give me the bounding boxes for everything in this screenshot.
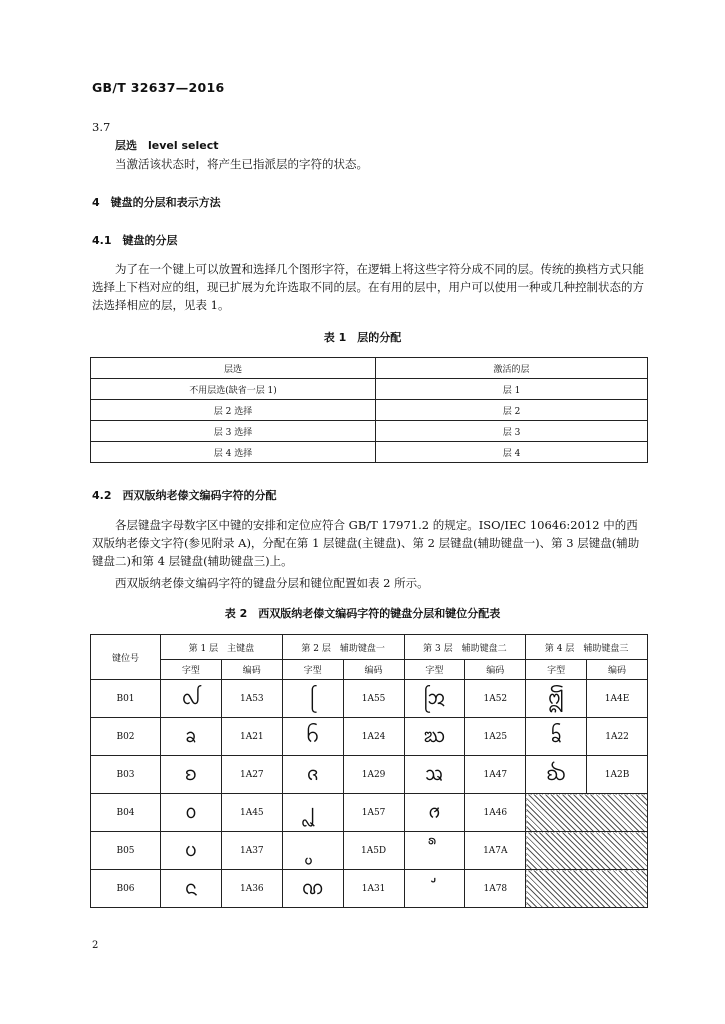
glyph-cell: ᨥ — [404, 718, 465, 756]
glyph-cell: ᩇ — [404, 756, 465, 794]
table-body — [91, 680, 648, 908]
header-cell: 编码 — [343, 660, 404, 680]
table-row — [91, 794, 648, 832]
term-title: 层选 level select — [115, 139, 219, 152]
glyph-cell: ᨢ — [526, 718, 587, 756]
table-row — [91, 379, 648, 400]
paragraph: 为了在一个键上可以放置和选择几个图形字符，在逻辑上将这些字符分成不同的层。传统的换档方式只能选择上下档对应的组，现已扩展为允许选取不同的层。在有用的层中，用户可以使用一种或几种控制状态的方法选择相应的层，见表 1。 — [92, 262, 644, 312]
code-cell: 1A4E — [587, 680, 648, 718]
table-cell: 层 2 选择 — [91, 400, 376, 421]
paragraph: 西双版纳老傣文编码字符的键盘分层和键位配置如表 2 所示。 — [115, 576, 429, 590]
table-caption: 表 2 西双版纳老傣文编码字符的键盘分层和键位分配表 — [224, 607, 501, 620]
code-cell: 1A78 — [465, 870, 526, 908]
glyph-cell — [404, 832, 465, 870]
table-row — [91, 400, 648, 421]
code-cell: 1A7A — [465, 832, 526, 870]
code-cell: 1A37 — [221, 832, 282, 870]
code-cell: 1A55 — [343, 680, 404, 718]
key-position-cell: B06 — [91, 870, 161, 908]
header-cell: 键位号 — [91, 635, 161, 680]
code-cell: 1A45 — [221, 794, 282, 832]
code-cell: 1A2B — [587, 756, 648, 794]
key-position-cell: B04 — [91, 794, 161, 832]
glyph-cell: ᩓ — [161, 680, 222, 718]
code-cell: 1A21 — [221, 718, 282, 756]
table-row — [91, 870, 648, 908]
code-cell: 1A24 — [343, 718, 404, 756]
table-cell: 层 4 选择 — [91, 442, 376, 463]
code-cell: 1A53 — [221, 680, 282, 718]
clause-number: 3.7 — [92, 120, 111, 134]
table-cell: 层 2 — [376, 400, 648, 421]
glyph-cell — [404, 870, 465, 908]
glyph-cell: ᩎ — [526, 680, 587, 718]
header-cell: 第 4 层 辅助键盘三 — [526, 635, 648, 660]
code-cell: 1A57 — [343, 794, 404, 832]
layer-table — [90, 357, 648, 463]
code-cell: 1A27 — [221, 756, 282, 794]
table-row — [91, 756, 648, 794]
section-heading: 4 键盘的分层和表示方法 — [92, 196, 221, 209]
paragraph: 各层键盘字母数字区中键的安排和定位应符合 GB/T 17971.2 的规定。ISO/IEC 10646:2012 中的西双版纳老傣文字符(参见附录 A)，分配在第 1 层键盘(主键盘)、第 2 层键盘(辅助键盘一)、第 3 层键盘(辅助键盘二)和第 4 层键盘(辅助键盘三)上。 — [92, 518, 640, 568]
table-cell: 层 3 — [376, 421, 648, 442]
code-cell: 1A52 — [465, 680, 526, 718]
table-row — [91, 442, 648, 463]
code-cell: 1A46 — [465, 794, 526, 832]
glyph-cell: ᨩ — [282, 756, 343, 794]
table-header-row — [91, 660, 648, 680]
key-position-cell: B01 — [91, 680, 161, 718]
header-cell: 字型 — [526, 660, 587, 680]
code-cell: 1A5D — [343, 832, 404, 870]
key-position-cell: B05 — [91, 832, 161, 870]
key-assignment-table — [90, 634, 648, 908]
table-cell: 层 3 选择 — [91, 421, 376, 442]
subsection-heading: 4.2 西双版纳老傣文编码字符的分配 — [92, 489, 277, 502]
empty-hatched-cell — [526, 832, 648, 870]
standard-code: GB/T 32637—2016 — [92, 80, 225, 95]
key-position-cell: B03 — [91, 756, 161, 794]
page-number: 2 — [92, 940, 99, 951]
empty-hatched-cell — [526, 794, 648, 832]
term-definition: 当激活该状态时，将产生已指派层的字符的状态。 — [115, 157, 368, 171]
glyph-cell: ᩒ — [404, 680, 465, 718]
glyph-cell: ᩅ — [161, 794, 222, 832]
table-header-row — [91, 358, 648, 379]
header-cell: 第 1 层 主键盘 — [161, 635, 283, 660]
table-row — [91, 680, 648, 718]
glyph-cell: ᨶ — [161, 870, 222, 908]
code-cell: 1A29 — [343, 756, 404, 794]
header-cell: 第 2 层 辅助键盘一 — [282, 635, 404, 660]
header-cell: 字型 — [161, 660, 222, 680]
table-cell: 不用层选(缺省一层 1) — [91, 379, 376, 400]
table-row — [91, 421, 648, 442]
table-cell: 层 4 — [376, 442, 648, 463]
table-caption: 表 1 层的分配 — [323, 331, 402, 344]
table-header-row — [91, 635, 648, 660]
glyph-cell: ᨱ — [282, 870, 343, 908]
empty-hatched-cell — [526, 870, 648, 908]
header-cell: 编码 — [465, 660, 526, 680]
header-cell: 激活的层 — [376, 358, 648, 379]
glyph-cell: ᨫ — [526, 756, 587, 794]
code-cell: 1A22 — [587, 718, 648, 756]
code-cell: 1A47 — [465, 756, 526, 794]
header-cell: 字型 — [404, 660, 465, 680]
code-cell: 1A36 — [221, 870, 282, 908]
glyph-cell: ᨡ — [161, 718, 222, 756]
glyph-cell: ᨧ — [161, 756, 222, 794]
glyph-cell: ᨷ — [161, 832, 222, 870]
glyph-cell: ᩗ — [282, 794, 343, 832]
header-cell: 编码 — [221, 660, 282, 680]
header-cell: 层选 — [91, 358, 376, 379]
code-cell: 1A25 — [465, 718, 526, 756]
code-cell: 1A31 — [343, 870, 404, 908]
key-position-cell: B02 — [91, 718, 161, 756]
header-cell: 字型 — [282, 660, 343, 680]
table-row — [91, 718, 648, 756]
table-cell: 层 1 — [376, 379, 648, 400]
header-cell: 编码 — [587, 660, 648, 680]
glyph-cell: ᨤ — [282, 718, 343, 756]
glyph-cell — [282, 832, 343, 870]
header-cell: 第 3 层 辅助键盘二 — [404, 635, 526, 660]
table-row — [91, 832, 648, 870]
subsection-heading: 4.1 键盘的分层 — [92, 234, 178, 247]
glyph-cell: ᩕ — [282, 680, 343, 718]
glyph-cell: ᩆ — [404, 794, 465, 832]
